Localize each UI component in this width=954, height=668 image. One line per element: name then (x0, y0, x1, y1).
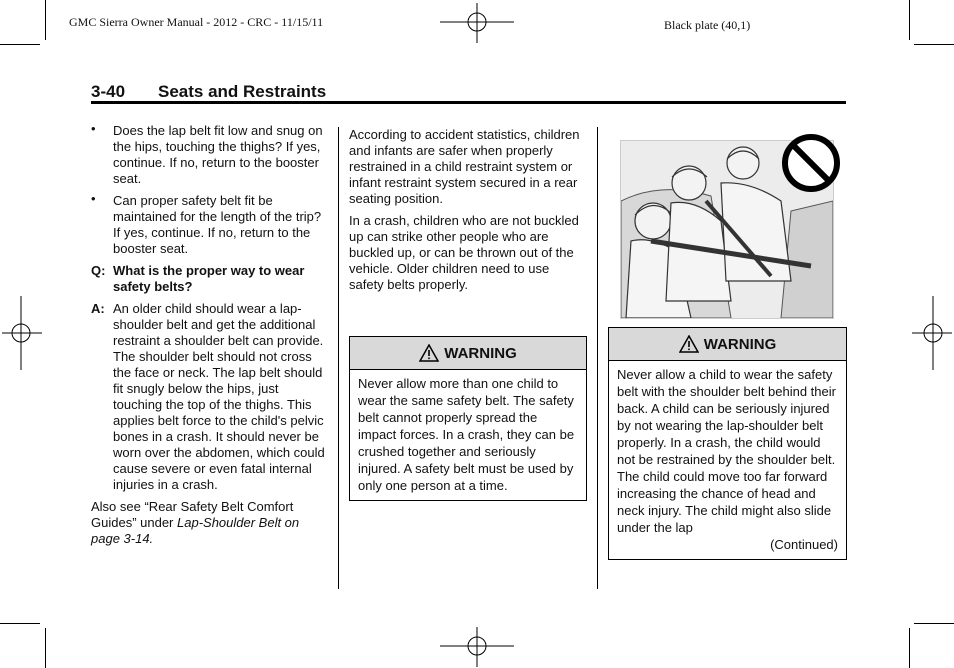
prohibition-icon (780, 133, 842, 193)
warning-triangle-icon (679, 335, 699, 353)
warning-body-text: Never allow a child to wear the safety belt with the shoulder belt behind their back. A child can be seriously injured by not wearing the lap-shoulder belt properly. In a crash, the child would not be restrained by the shoulder belt. The child could move too far forward increasing the chance of head and neck injury. The child might also slide under the lap (617, 367, 836, 535)
column-divider (338, 127, 339, 589)
paragraph: According to accident statistics, children and infants are safer when properly restrained in a child restraint system or infant restraint system secured in a rear seating position. (349, 127, 580, 206)
continued-label: (Continued) (770, 537, 838, 552)
answer (91, 301, 329, 493)
cross-reference (91, 499, 329, 547)
answer-text: An older child should wear a lap-shoulder belt and get the additional restraint a shoulder belt can provide. The shoulder belt should not cross the face or neck. The lap belt should fit snugly below the hips, just touching the top of the thighs. This applies belt force to the child's pelvic bones in a crash. It should never be worn over the abdomen, which could cause severe or even fatal internal injuries in a crash. (113, 301, 325, 492)
bullet-text: Does the lap belt fit low and snug on the hips, touching the thighs? If yes, continue. If no, return to the booster seat. (113, 123, 323, 186)
warning-header (609, 328, 846, 361)
crop-mark (909, 0, 910, 40)
column-middle (349, 127, 585, 299)
crop-mark (909, 628, 910, 668)
crop-mark (0, 623, 40, 624)
print-header-right: Black plate (40,1) (664, 18, 751, 32)
print-header-left: GMC Sierra Owner Manual - 2012 - CRC - 11/15/11 (69, 15, 324, 29)
crop-mark (0, 44, 40, 45)
question-label: Q: (91, 263, 106, 278)
page-number: 3-40 (91, 82, 126, 101)
bullet-icon: • (91, 191, 96, 206)
warning-text (609, 361, 846, 559)
warning-title: WARNING (444, 344, 517, 362)
title-rule (91, 101, 846, 104)
paragraph: In a crash, children who are not buckled up can strike other people who are buckled up, or can be thrown out of the vehicle. Older children need to use safety belts properly. (349, 213, 579, 292)
warning-text: Never allow more than one child to wear the same safety belt. The safety belt cannot properly spread the impact forces. In a crash, they can be crushed together and seriously injured. A safety belt must be used by only one person at a time. (358, 376, 575, 493)
warning-box (349, 336, 587, 501)
section-title: Seats and Restraints (158, 82, 327, 101)
bullet-icon: • (91, 121, 96, 136)
warning-triangle-icon (419, 344, 439, 362)
warning-header (350, 337, 586, 370)
question (91, 263, 329, 295)
warning-box (608, 327, 847, 560)
warning-title: WARNING (703, 335, 777, 353)
answer-label: A: (91, 301, 105, 316)
column-left (91, 123, 329, 553)
cross-reference-prefix: Also see “Rear Safety Belt Comfort Guides” under (91, 499, 294, 530)
crop-mark (45, 0, 46, 40)
registration-mark-icon (440, 627, 514, 667)
crop-mark (914, 623, 954, 624)
column-divider (597, 127, 598, 589)
question-text: What is the proper way to wear safety belts? (113, 263, 305, 294)
list-item (91, 123, 329, 187)
crop-mark (45, 628, 46, 668)
cross-reference-link[interactable]: Lap-Shoulder Belt on page 3-14. (91, 515, 300, 546)
registration-mark-icon (912, 296, 952, 370)
list-item (91, 193, 329, 257)
registration-mark-icon (2, 296, 42, 370)
bullet-text: Can proper safety belt fit be maintained for the length of the trip? If yes, continue. If no, return to the booster seat. (113, 193, 322, 256)
registration-mark-icon (440, 3, 514, 43)
crop-mark (914, 44, 954, 45)
